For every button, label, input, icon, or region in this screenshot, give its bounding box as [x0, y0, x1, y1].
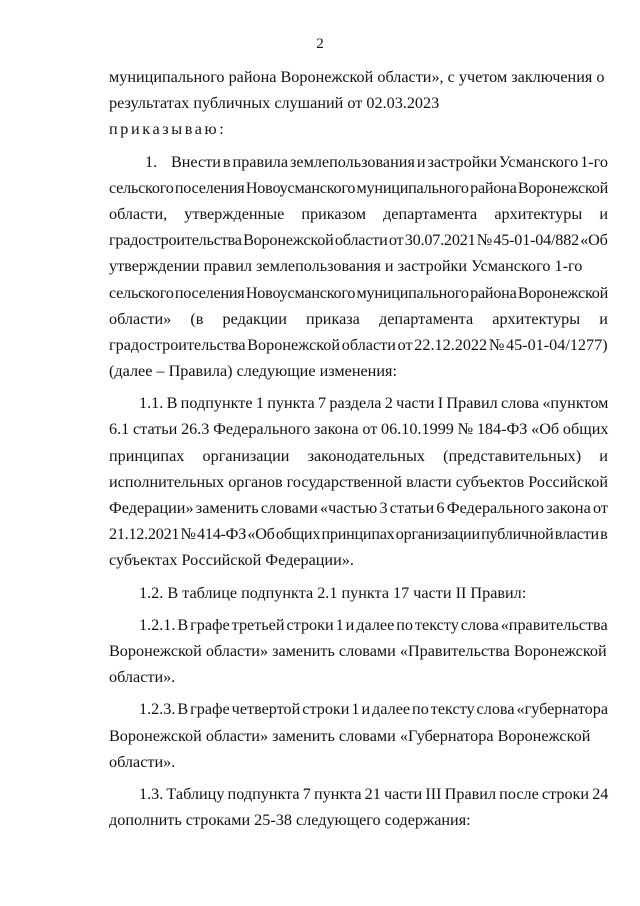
text-line: градостроительства Воронежской области от 22.12.2022 № 45-01-04/1277) [109, 335, 608, 354]
paragraph-item-1 [109, 149, 608, 385]
justified-line [109, 443, 608, 469]
text-line: результатах публичных слушаний от 02.03.2023 [109, 94, 440, 113]
word: приказом [301, 204, 366, 223]
page-number: 2 [316, 36, 324, 52]
word: области, [109, 204, 168, 223]
word: области» [109, 309, 172, 328]
text-line: Воронежской области» заменить словами «Правительства Воронежской [109, 641, 607, 660]
text-line: сельского поселения Новоусманского муниципального района Воронежской [109, 178, 609, 197]
word: и [599, 309, 608, 328]
text-line: 1.3. Таблицу подпункта 7 пункта 21 части III Правил после строки 24 [139, 784, 609, 803]
paragraph-item-1-2 [109, 580, 608, 606]
word: приказа [306, 309, 360, 328]
text-line: 21.12.2021 № 414-ФЗ «Об общих принципах организации публичной власти в [109, 525, 608, 544]
justified-line [109, 306, 608, 332]
word: и [599, 446, 608, 465]
text-line: муниципального района Воронежской области», с учетом заключения о [109, 68, 605, 86]
order-word: приказываю: [109, 120, 227, 139]
text-line: исполнительных органов государственной власти субъектов Российской [109, 472, 609, 491]
paragraph-item-1-2-3 [109, 696, 608, 775]
text-line: 1.2. В таблице подпункта 2.1 пункта 17 части II Правил: [139, 583, 527, 602]
text-line: 1. Внести в правила землепользования и застройки Усманского 1-го [145, 152, 609, 171]
paragraph-order [109, 116, 608, 142]
text-line: 6.1 статьи 26.3 Федерального закона от 06.10.1999 № 184-ФЗ «Об общих [109, 420, 609, 439]
text-line: 1.2.3. В графе четвертой строки 1 и далее по тексту слова «губернатора [139, 700, 609, 719]
text-line: утверждении правил землепользования и застройки Усманского 1-го [109, 257, 583, 276]
paragraph-item-1-1 [109, 390, 608, 573]
word: принципах [109, 446, 185, 465]
word: редакции [222, 309, 287, 328]
text-line: области». [109, 752, 176, 771]
word: департамента [383, 204, 478, 223]
paragraph-item-1-2-1 [109, 612, 608, 691]
text-line: градостроительства Воронежской области от 30.07.2021 № 45-01-04/882 «Об [109, 231, 608, 250]
paragraph-intro-continuation [109, 64, 608, 116]
justified-line [109, 201, 608, 227]
word: утвержденные [184, 204, 285, 223]
word: и [599, 204, 608, 223]
text-line: субъектах Российской Федерации». [109, 551, 354, 570]
word: (представительных) [443, 446, 582, 465]
text-line: дополнить строками 25-38 следующего содержания: [109, 811, 471, 830]
word: архитектуры [494, 204, 583, 223]
document-body [109, 64, 608, 833]
paragraph-item-1-3 [109, 781, 608, 833]
text-line: 1.1. В подпункте 1 пункта 7 раздела 2 части I Правил слова «пунктом [139, 394, 609, 413]
text-line: Федерации» заменить словами «частью 3 статьи 6 Федерального закона от [109, 499, 608, 517]
word: департамента [378, 309, 474, 328]
text-line: 1.2.1. В графе третьей строки 1 и далее по тексту слова «правительства [139, 615, 608, 634]
text-line: области». [109, 668, 176, 687]
word: (в [190, 309, 204, 328]
text-line: сельского поселения Новоусманского муниципального района Воронежской [109, 283, 609, 302]
word: организации [202, 446, 290, 465]
text-line: Воронежской области» заменить словами «Губернатора Воронежской [109, 726, 591, 745]
word: законодательных [307, 446, 425, 465]
text-line: (далее – Правила) следующие изменения: [109, 362, 397, 381]
word: архитектуры [492, 309, 581, 328]
